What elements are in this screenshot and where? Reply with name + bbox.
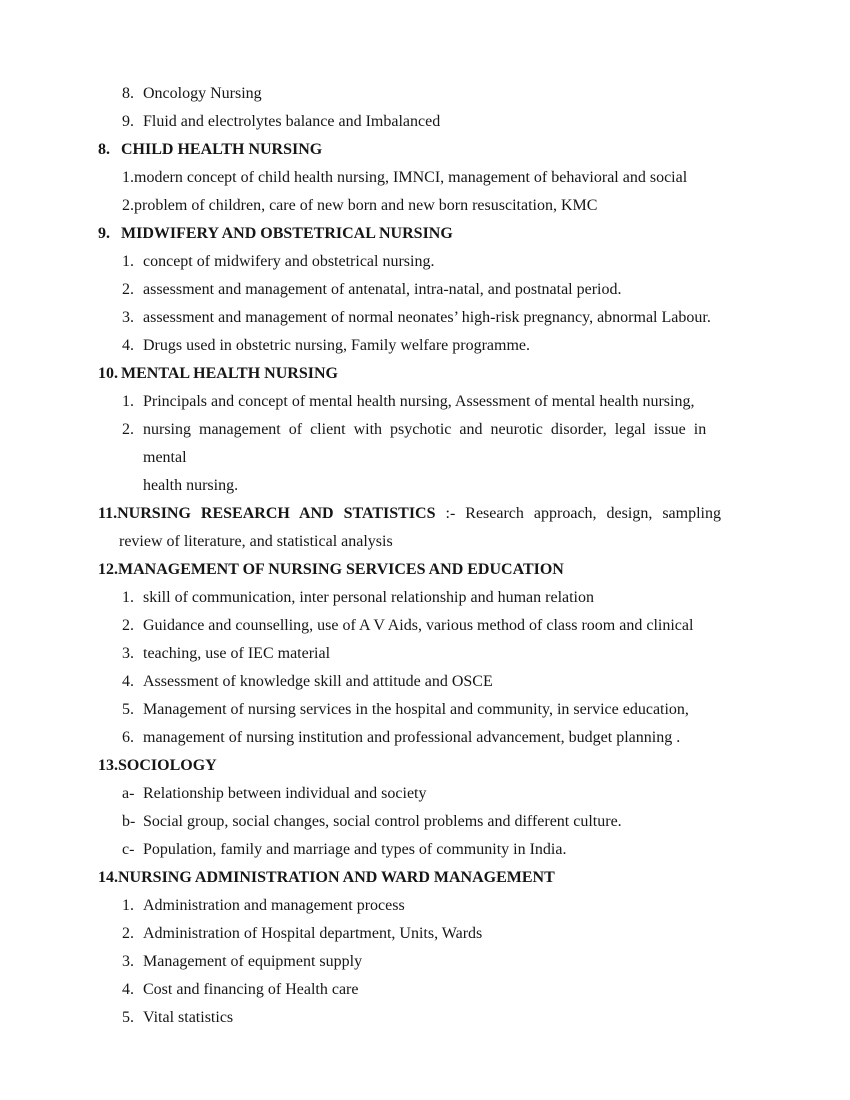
item-marker: 1. — [122, 897, 134, 914]
item-marker: 4. — [122, 673, 134, 690]
item-text-line1: nursing management of client with psychotic and neurotic disorder, legal issue in mental — [143, 421, 707, 466]
section-title: NURSING RESEARCH AND STATISTICS — [117, 505, 436, 522]
item-text: skill of communication, inter personal relationship and human relation — [143, 589, 594, 606]
section-inline-text-line2: review of literature, and statistical analysis — [119, 533, 393, 550]
item-text: Administration and management process — [143, 897, 405, 914]
item-text: modern concept of child health nursing, IMNCI, management of behavioral and social — [134, 169, 688, 186]
section-number: 8. — [98, 141, 110, 158]
item-marker: 5. — [122, 701, 134, 718]
item-text: concept of midwifery and obstetrical nursing. — [143, 253, 435, 270]
item-marker: 1. — [122, 589, 134, 606]
list-item — [98, 108, 750, 136]
item-text: Oncology Nursing — [143, 85, 262, 102]
list-item — [98, 164, 750, 192]
item-text: Fluid and electrolytes balance and Imbalanced — [143, 113, 441, 130]
list-item — [98, 388, 750, 416]
item-marker: 3. — [122, 953, 134, 970]
item-text: assessment and management of normal neonates’ high-risk pregnancy, abnormal Labour. — [143, 309, 711, 326]
item-marker: 5. — [122, 1009, 134, 1026]
list-item — [98, 276, 750, 304]
item-text: Assessment of knowledge skill and attitude and OSCE — [143, 673, 493, 690]
list-item — [98, 1004, 750, 1032]
section-number: 14. — [98, 869, 118, 886]
section-title: NURSING ADMINISTRATION AND WARD MANAGEMENT — [118, 869, 555, 886]
list-item — [98, 584, 750, 612]
section-title: SOCIOLOGY — [118, 757, 217, 774]
item-text: Population, family and marriage and types of community in India. — [143, 841, 567, 858]
list-item — [98, 892, 750, 920]
item-text: Drugs used in obstetric nursing, Family welfare programme. — [143, 337, 531, 354]
item-text: assessment and management of antenatal, intra-natal, and postnatal period. — [143, 281, 622, 298]
list-item — [98, 836, 750, 864]
list-item — [98, 640, 750, 668]
item-text: problem of children, care of new born and new born resuscitation, KMC — [134, 197, 598, 214]
section-number: 10. — [98, 365, 118, 382]
section-number: 13. — [98, 757, 118, 774]
item-marker: 1. — [122, 253, 134, 270]
item-marker: 6. — [122, 729, 134, 746]
item-marker: 4. — [122, 337, 134, 354]
list-item — [98, 80, 750, 108]
section-title: MIDWIFERY AND OBSTETRICAL NURSING — [121, 225, 453, 242]
section-heading-inline — [98, 500, 750, 556]
list-item — [98, 304, 750, 332]
item-text: Guidance and counselling, use of A V Aids, various method of class room and clinical — [143, 617, 694, 634]
item-marker: 3. — [122, 309, 134, 326]
section-heading — [98, 752, 750, 780]
list-item — [98, 192, 750, 220]
item-marker: 8. — [122, 85, 134, 102]
item-text: Cost and financing of Health care — [143, 981, 359, 998]
item-marker: a- — [122, 785, 135, 802]
item-text: teaching, use of IEC material — [143, 645, 331, 662]
section-heading — [98, 360, 750, 388]
section-title: MANAGEMENT OF NURSING SERVICES AND EDUCATION — [118, 561, 564, 578]
list-item — [98, 248, 750, 276]
section-number: 9. — [98, 225, 110, 242]
list-item — [98, 780, 750, 808]
item-marker: 2. — [122, 281, 134, 298]
section-heading — [98, 864, 750, 892]
item-marker: 2. — [122, 421, 134, 438]
item-marker: 3. — [122, 645, 134, 662]
item-text: management of nursing institution and professional advancement, budget planning . — [143, 729, 681, 746]
item-marker: b- — [122, 813, 136, 830]
section-title: CHILD HEALTH NURSING — [121, 141, 323, 158]
item-marker: 1. — [122, 393, 134, 410]
item-text: Administration of Hospital department, Units, Wards — [143, 925, 483, 942]
section-title: MENTAL HEALTH NURSING — [121, 365, 338, 382]
list-item — [98, 920, 750, 948]
item-text: Principals and concept of mental health nursing, Assessment of mental health nursing, — [143, 393, 695, 410]
item-text: Relationship between individual and society — [143, 785, 427, 802]
section-heading — [98, 556, 750, 584]
list-item — [98, 332, 750, 360]
item-marker: 2. — [122, 197, 134, 214]
section-number: 12. — [98, 561, 118, 578]
item-marker: 4. — [122, 981, 134, 998]
item-text: Vital statistics — [143, 1009, 234, 1026]
list-item — [98, 668, 750, 696]
section-number: 11. — [98, 505, 118, 522]
section-heading — [98, 136, 750, 164]
item-marker: 2. — [122, 925, 134, 942]
list-item — [98, 948, 750, 976]
item-text: Management of nursing services in the hospital and community, in service education, — [143, 701, 689, 718]
section-inline-text: :- Research approach, design, sampling — [435, 505, 721, 522]
item-text: Management of equipment supply — [143, 953, 363, 970]
item-marker: 2. — [122, 617, 134, 634]
list-item — [98, 416, 750, 500]
list-item — [98, 612, 750, 640]
list-item — [98, 724, 750, 752]
item-marker: c- — [122, 841, 135, 858]
item-marker: 1. — [122, 169, 134, 186]
list-item — [98, 696, 750, 724]
list-item — [98, 976, 750, 1004]
section-heading — [98, 220, 750, 248]
list-item — [98, 808, 750, 836]
item-text-line2: health nursing. — [143, 477, 239, 494]
item-text — [143, 416, 750, 500]
item-marker: 9. — [122, 113, 134, 130]
item-text: Social group, social changes, social control problems and different culture. — [143, 813, 622, 830]
